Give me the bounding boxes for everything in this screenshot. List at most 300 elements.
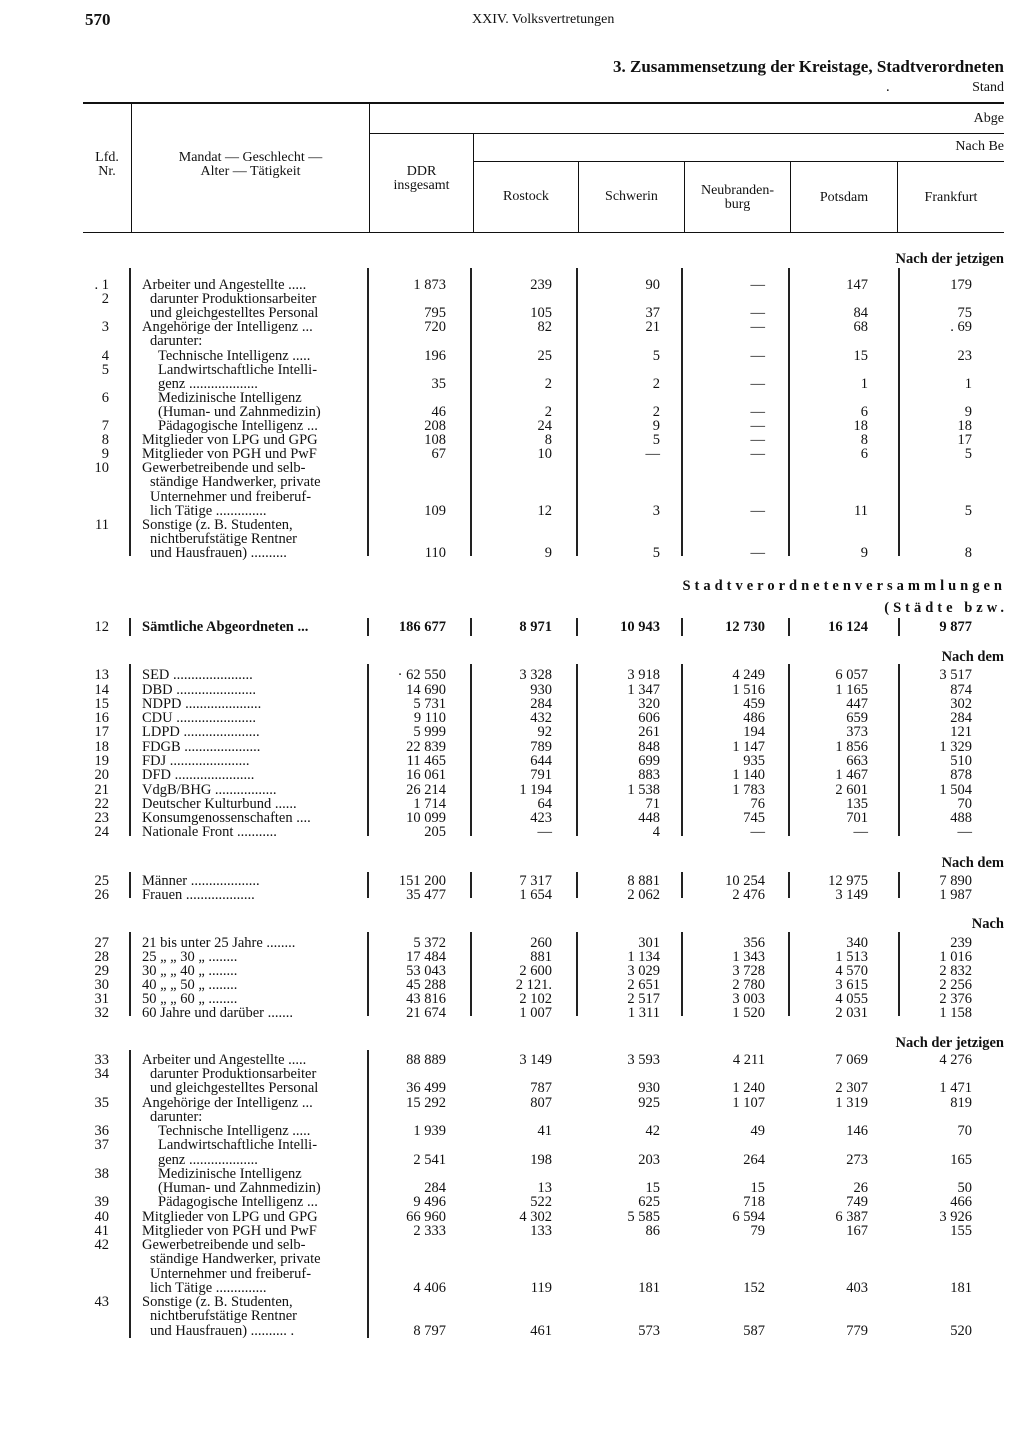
cell-bezirk-value: 6 [860, 404, 868, 420]
cell-bezirk-value: 935 [743, 753, 765, 769]
cell-bezirk-value: 1 240 [732, 1080, 765, 1096]
cell-bezirk-value: — [750, 545, 765, 561]
cell-bezirk-value: 2 476 [732, 887, 765, 903]
row-number: 37 [94, 1137, 109, 1153]
cell-bezirk-value: 16 124 [828, 619, 868, 635]
cell-bezirk-value: 340 [846, 935, 868, 951]
cell-ddr-total: 108 [424, 432, 446, 448]
cell-bezirk-value: 930 [530, 682, 552, 698]
cell-bezirk-value: 21 [645, 319, 660, 335]
cell-ddr-total: 9 110 [413, 710, 446, 726]
cell-bezirk-value: 105 [530, 305, 552, 321]
row-label: Arbeiter und Angestellte ..... [142, 1052, 307, 1068]
header-col-neubrandenburg-line2: burg [724, 197, 751, 212]
cell-bezirk-value: 70 [957, 796, 972, 812]
cell-bezirk-value: 1 194 [519, 782, 552, 798]
cell-bezirk-value: — [750, 432, 765, 448]
cell-bezirk-value: 6 387 [835, 1209, 868, 1225]
cell-ddr-total: 15 292 [406, 1095, 446, 1111]
cell-ddr-total: 66 960 [406, 1209, 446, 1225]
row-label: 40 „ „ 50 „ ........ [142, 977, 238, 993]
cell-bezirk-value: 284 [950, 710, 972, 726]
cell-bezirk-value: 23 [957, 348, 972, 364]
cell-bezirk-value: 1 134 [627, 949, 660, 965]
cell-ddr-total: 2 541 [413, 1152, 446, 1168]
cell-bezirk-value: 2 601 [835, 782, 868, 798]
row-label: Mitglieder von PGH und PwF [142, 446, 317, 462]
cell-bezirk-value: 9 [964, 404, 972, 420]
row-label: und gleichgestelltes Personal [150, 305, 319, 321]
cell-bezirk-value: 203 [638, 1152, 660, 1168]
row-number: 39 [94, 1194, 109, 1210]
cell-bezirk-value: 3 [652, 503, 660, 519]
cell-ddr-total: 10 099 [406, 810, 446, 826]
cell-bezirk-value: 273 [846, 1152, 868, 1168]
header-ddr-line2: insgesamt [393, 178, 450, 193]
cell-bezirk-value: 5 [652, 432, 660, 448]
cell-bezirk-value: 3 029 [627, 963, 660, 979]
cell-bezirk-value: 260 [530, 935, 552, 951]
cell-bezirk-value: 520 [950, 1323, 972, 1339]
cell-bezirk-value: 488 [950, 810, 972, 826]
cell-bezirk-value: 2 256 [939, 977, 972, 993]
row-label: Unternehmer und freiberuf- [150, 489, 312, 505]
cell-bezirk-value: 373 [846, 724, 868, 740]
row-label: und Hausfrauen) .......... . [150, 1323, 295, 1339]
row-label: Technische Intelligenz ..... [158, 348, 311, 364]
cell-bezirk-value: 1 504 [939, 782, 972, 798]
cell-bezirk-value: 1 513 [835, 949, 868, 965]
cell-bezirk-value: 7 890 [939, 873, 972, 889]
row-label: Landwirtschaftliche Intelli- [158, 1137, 318, 1153]
cell-bezirk-value: 1 107 [732, 1095, 765, 1111]
cell-bezirk-value: 7 069 [835, 1052, 868, 1068]
cell-bezirk-value: 1 [964, 376, 972, 392]
header-col-potsdam: Potsdam [819, 190, 869, 205]
row-label: Sonstige (z. B. Studenten, [142, 1294, 293, 1310]
row-label: (Human- und Zahnmedizin) [158, 404, 321, 420]
cell-ddr-total: 53 043 [406, 963, 446, 979]
cell-ddr-total: 16 061 [406, 767, 446, 783]
header-nr: Nr. [98, 164, 116, 179]
cell-bezirk-value: 75 [957, 305, 972, 321]
cell-bezirk-value: 878 [950, 767, 972, 783]
cell-bezirk-value: 37 [645, 305, 660, 321]
row-number: 5 [101, 362, 109, 378]
column-separator-bar [129, 1050, 131, 1338]
cell-bezirk-value: 789 [530, 739, 552, 755]
cell-ddr-total: 1 939 [413, 1123, 446, 1139]
cell-bezirk-value: 13 [537, 1180, 552, 1196]
cell-bezirk-value: 12 975 [828, 873, 868, 889]
cell-bezirk-value: 261 [638, 724, 660, 740]
row-number: 34 [94, 1066, 109, 1082]
cell-bezirk-value: 155 [950, 1223, 972, 1239]
cell-bezirk-value: 71 [645, 796, 660, 812]
cell-bezirk-value: 2 780 [732, 977, 765, 993]
cell-bezirk-value: 625 [638, 1194, 660, 1210]
row-label: SED ...................... [142, 667, 253, 683]
header-top-rule [83, 102, 1004, 104]
cell-bezirk-value: 2 062 [627, 887, 660, 903]
row-label: 25 „ „ 30 „ ........ [142, 949, 238, 965]
cell-bezirk-value: 1 654 [519, 887, 552, 903]
cell-bezirk-value: 301 [638, 935, 660, 951]
cell-bezirk-value: — [645, 446, 660, 462]
column-separator-bar [129, 872, 131, 898]
header-col-frankfurt: Frankfurt [924, 190, 978, 205]
cell-bezirk-value: 819 [950, 1095, 972, 1111]
cell-bezirk-value: 86 [645, 1223, 660, 1239]
cell-bezirk-value: — [750, 305, 765, 321]
cell-ddr-total: 4 406 [413, 1280, 446, 1296]
cell-bezirk-value: 7 317 [519, 873, 552, 889]
cell-bezirk-value: 1 516 [732, 682, 765, 698]
row-label: 21 bis unter 25 Jahre ........ [142, 935, 296, 951]
row-number: 20 [94, 767, 109, 783]
cell-bezirk-value: 181 [950, 1280, 972, 1296]
cell-bezirk-value: 2 102 [519, 991, 552, 1007]
header-col-neubrandenburg-line1: Neubranden- [700, 183, 775, 198]
header-col-rostock: Rostock [503, 189, 549, 204]
cell-ddr-total: 795 [424, 305, 446, 321]
cell-bezirk-value: 787 [530, 1080, 552, 1096]
cell-bezirk-value: 1 016 [939, 949, 972, 965]
row-label: DBD ...................... [142, 682, 256, 698]
row-number: 13 [94, 667, 109, 683]
row-number: 18 [94, 739, 109, 755]
row-number: 40 [94, 1209, 109, 1225]
row-number: 43 [94, 1294, 109, 1310]
row-label: NDPD ..................... [142, 696, 262, 712]
cell-bezirk-value: 2 376 [939, 991, 972, 1007]
header-lfd: Lfd. [95, 150, 119, 165]
row-label: Gewerbetreibende und selb- [142, 1237, 306, 1253]
cell-bezirk-value: 1 329 [939, 739, 972, 755]
cell-bezirk-value: 152 [743, 1280, 765, 1296]
header-rule-bezirke [473, 161, 1004, 162]
row-label: Medizinische Intelligenz [158, 390, 302, 406]
row-label: Konsumgenossenschaften .... [142, 810, 311, 826]
row-number: 33 [94, 1052, 109, 1068]
row-label: lich Tätige .............. [150, 1280, 267, 1296]
cell-ddr-total: 196 [424, 348, 446, 364]
cell-bezirk-value: 2 307 [835, 1080, 868, 1096]
column-separator-bar [129, 268, 131, 556]
cell-bezirk-value: 659 [846, 710, 868, 726]
cell-bezirk-value: 587 [743, 1323, 765, 1339]
cell-bezirk-value: 147 [846, 277, 868, 293]
cell-bezirk-value: 3 003 [732, 991, 765, 1007]
cell-ddr-total: 67 [431, 446, 446, 462]
cell-ddr-total: 8 797 [413, 1323, 446, 1339]
row-label: Mitglieder von PGH und PwF [142, 1223, 317, 1239]
row-label: Sämtliche Abgeordneten ... [142, 619, 309, 635]
row-label: ständige Handwerker, private [150, 474, 321, 490]
stand-dot: . [886, 79, 890, 95]
row-number: 30 [94, 977, 109, 993]
cell-bezirk-value: 76 [750, 796, 765, 812]
cell-bezirk-value: 2 121. [515, 977, 552, 993]
cell-bezirk-value: — [750, 277, 765, 293]
chapter-title: XXIV. Volksvertretungen [472, 12, 615, 27]
cell-bezirk-value: 4 570 [835, 963, 868, 979]
row-number: 23 [94, 810, 109, 826]
cell-bezirk-value: 135 [846, 796, 868, 812]
row-label: CDU ...................... [142, 710, 256, 726]
cell-bezirk-value: 5 [652, 545, 660, 561]
cell-bezirk-value: 3 149 [519, 1052, 552, 1068]
row-label: darunter Produktionsarbeiter [150, 1066, 317, 1082]
cell-bezirk-value: 663 [846, 753, 868, 769]
row-label: FDJ ...................... [142, 753, 250, 769]
row-label: lich Tätige .............. [150, 503, 267, 519]
row-number: 2 [101, 291, 109, 307]
row-label: FDGB ..................... [142, 739, 261, 755]
cell-bezirk-value: 264 [743, 1152, 765, 1168]
row-label: Landwirtschaftliche Intelli- [158, 362, 318, 378]
cell-bezirk-value: 749 [846, 1194, 868, 1210]
cell-bezirk-value: 4 302 [519, 1209, 552, 1225]
row-number: 6 [101, 390, 109, 406]
cell-ddr-total: 5 731 [413, 696, 446, 712]
header-bottom-rule [83, 232, 1004, 233]
cell-bezirk-value: 3 517 [939, 667, 972, 683]
cell-bezirk-value: 10 [537, 446, 552, 462]
cell-bezirk-value: 15 [750, 1180, 765, 1196]
row-number: . 1 [94, 277, 109, 293]
section-heading-5: Nach [971, 916, 1004, 932]
cell-bezirk-value: 119 [530, 1280, 552, 1296]
cell-bezirk-value: 1 783 [732, 782, 765, 798]
cell-ddr-total: 9 496 [413, 1194, 446, 1210]
cell-bezirk-value: 881 [530, 949, 552, 965]
cell-bezirk-value: 10 254 [725, 873, 765, 889]
cell-bezirk-value: 486 [743, 710, 765, 726]
cell-bezirk-value: 1 140 [732, 767, 765, 783]
cell-bezirk-value: — [750, 418, 765, 434]
cell-bezirk-value: 1 007 [519, 1005, 552, 1021]
row-label: Mitglieder von LPG und GPG [142, 432, 318, 448]
cell-bezirk-value: 320 [638, 696, 660, 712]
cell-bezirk-value: 2 [544, 376, 552, 392]
row-number: 41 [94, 1223, 109, 1239]
row-label: Männer ................... [142, 873, 260, 889]
row-label: darunter: [150, 1109, 203, 1125]
row-label: Arbeiter und Angestellte ..... [142, 277, 307, 293]
cell-bezirk-value: — [537, 824, 552, 840]
cell-ddr-total: 205 [424, 824, 446, 840]
row-number: 16 [94, 710, 109, 726]
row-label: genz ................... [158, 376, 258, 392]
page-number: 570 [85, 10, 111, 29]
cell-ddr-total: 110 [424, 545, 446, 561]
cell-bezirk-value: 3 926 [939, 1209, 972, 1225]
cell-bezirk-value: 466 [950, 1194, 972, 1210]
cell-bezirk-value: — [750, 404, 765, 420]
cell-bezirk-value: 1 856 [835, 739, 868, 755]
cell-bezirk-value: 874 [950, 682, 972, 698]
row-label: Pädagogische Intelligenz ... [158, 418, 318, 434]
section-heading-6: Nach der jetzigen [895, 1035, 1004, 1051]
column-separator-bar [129, 618, 131, 636]
cell-bezirk-value: 194 [743, 724, 765, 740]
cell-bezirk-value: — [750, 824, 765, 840]
section-heading-2b: (Städte bzw. [884, 600, 1008, 616]
cell-bezirk-value: 745 [743, 810, 765, 826]
cell-bezirk-value: 12 [537, 503, 552, 519]
cell-bezirk-value: 84 [853, 305, 868, 321]
row-label: und gleichgestelltes Personal [150, 1080, 319, 1096]
row-number: 8 [101, 432, 109, 448]
header-divider-3 [473, 133, 474, 232]
row-number: 27 [94, 935, 109, 951]
cell-ddr-total: 45 288 [406, 977, 446, 993]
row-label: 50 „ „ 60 „ ........ [142, 991, 238, 1007]
row-label: und Hausfrauen) .......... [150, 545, 287, 561]
row-number: 3 [101, 319, 109, 335]
cell-bezirk-value: 4 249 [732, 667, 765, 683]
cell-bezirk-value: 925 [638, 1095, 660, 1111]
row-number: 35 [94, 1095, 109, 1111]
row-number: 14 [94, 682, 109, 698]
cell-bezirk-value: 930 [638, 1080, 660, 1096]
cell-bezirk-value: 70 [957, 1123, 972, 1139]
row-label: Technische Intelligenz ..... [158, 1123, 311, 1139]
cell-bezirk-value: 92 [537, 724, 552, 740]
row-number: 32 [94, 1005, 109, 1021]
cell-bezirk-value: 5 585 [627, 1209, 660, 1225]
cell-bezirk-value: 302 [950, 696, 972, 712]
row-number: 9 [101, 446, 109, 462]
cell-bezirk-value: 18 [853, 418, 868, 434]
cell-bezirk-value: 3 728 [732, 963, 765, 979]
cell-bezirk-value: 1 343 [732, 949, 765, 965]
row-number: 17 [94, 724, 109, 740]
cell-bezirk-value: 1 [860, 376, 868, 392]
cell-bezirk-value: 3 328 [519, 667, 552, 683]
row-label: Frauen ................... [142, 887, 255, 903]
cell-bezirk-value: 8 881 [627, 873, 660, 889]
table-title: 3. Zusammensetzung der Kreistage, Stadtverordneten [613, 57, 1004, 76]
row-number: 31 [94, 991, 109, 1007]
row-label: 60 Jahre und darüber ....... [142, 1005, 293, 1021]
cell-bezirk-value: 699 [638, 753, 660, 769]
cell-bezirk-value: 423 [530, 810, 552, 826]
header-mandat-line1: Mandat — Geschlecht — [178, 150, 323, 165]
cell-bezirk-value: 432 [530, 710, 552, 726]
cell-ddr-total: 186 677 [398, 619, 446, 635]
cell-ddr-total: 208 [424, 418, 446, 434]
cell-bezirk-value: 459 [743, 696, 765, 712]
row-number: 15 [94, 696, 109, 712]
row-label: Gewerbetreibende und selb- [142, 460, 306, 476]
row-label: Angehörige der Intelligenz ... [142, 1095, 313, 1111]
cell-bezirk-value: 9 [544, 545, 552, 561]
cell-bezirk-value: 1 311 [627, 1005, 660, 1021]
cell-bezirk-value: 146 [846, 1123, 868, 1139]
cell-bezirk-value: 5 [964, 503, 972, 519]
cell-bezirk-value: 3 615 [835, 977, 868, 993]
cell-bezirk-value: 8 [544, 432, 552, 448]
cell-bezirk-value: — [750, 446, 765, 462]
section-heading-4: Nach dem [941, 855, 1004, 871]
cell-ddr-total: · 62 550 [397, 667, 446, 683]
cell-bezirk-value: — [957, 824, 972, 840]
cell-bezirk-value: 9 [652, 418, 660, 434]
cell-ddr-total: 2 333 [413, 1223, 446, 1239]
cell-bezirk-value: 2 [544, 404, 552, 420]
cell-bezirk-value: 779 [846, 1323, 868, 1339]
cell-bezirk-value: 1 347 [627, 682, 660, 698]
header-nach-be: Nach Be [955, 139, 1004, 154]
cell-bezirk-value: 1 471 [939, 1080, 972, 1096]
row-number: 28 [94, 949, 109, 965]
cell-ddr-total: 284 [424, 1180, 446, 1196]
cell-bezirk-value: 8 [860, 432, 868, 448]
row-label: DFD ...................... [142, 767, 255, 783]
cell-bezirk-value: 2 832 [939, 963, 972, 979]
cell-ddr-total: 5 372 [413, 935, 446, 951]
row-label: genz ................... [158, 1152, 258, 1168]
cell-bezirk-value: 2 [652, 376, 660, 392]
cell-ddr-total: 5 999 [413, 724, 446, 740]
row-label: ständige Handwerker, private [150, 1251, 321, 1267]
row-number: 22 [94, 796, 109, 812]
row-label: Mitglieder von LPG und GPG [142, 1209, 318, 1225]
cell-bezirk-value: 807 [530, 1095, 552, 1111]
cell-ddr-total: 14 690 [406, 682, 446, 698]
cell-bezirk-value: 41 [537, 1123, 552, 1139]
cell-bezirk-value: 4 055 [835, 991, 868, 1007]
cell-bezirk-value: 4 211 [732, 1052, 765, 1068]
cell-bezirk-value: 461 [530, 1323, 552, 1339]
cell-bezirk-value: 356 [743, 935, 765, 951]
row-number: 10 [94, 460, 109, 476]
cell-bezirk-value: 17 [957, 432, 972, 448]
cell-bezirk-value: 606 [638, 710, 660, 726]
cell-bezirk-value: 179 [950, 277, 972, 293]
cell-bezirk-value: 4 [652, 824, 660, 840]
cell-bezirk-value: 3 593 [627, 1052, 660, 1068]
cell-bezirk-value: — [853, 824, 868, 840]
header-mandat-line2: Alter — Tätigkeit [200, 164, 301, 179]
cell-bezirk-value: 133 [530, 1223, 552, 1239]
cell-bezirk-value: 79 [750, 1223, 765, 1239]
row-label: Pädagogische Intelligenz ... [158, 1194, 318, 1210]
cell-bezirk-value: 510 [950, 753, 972, 769]
cell-bezirk-value: 12 730 [725, 619, 765, 635]
cell-bezirk-value: 1 520 [732, 1005, 765, 1021]
cell-bezirk-value: 644 [530, 753, 552, 769]
cell-ddr-total: 151 200 [398, 873, 446, 889]
stand-label: Stand [972, 80, 1004, 95]
row-number: 12 [94, 619, 109, 635]
row-label: Angehörige der Intelligenz ... [142, 319, 313, 335]
cell-bezirk-value: 1 165 [835, 682, 868, 698]
cell-bezirk-value: 64 [537, 796, 552, 812]
cell-bezirk-value: 10 943 [620, 619, 660, 635]
section-heading-2: Stadtverordnetenversammlungen [682, 578, 1006, 594]
cell-bezirk-value: 8 971 [519, 619, 552, 635]
row-label: 30 „ „ 40 „ ........ [142, 963, 238, 979]
cell-bezirk-value: 1 467 [835, 767, 868, 783]
cell-bezirk-value: 284 [530, 696, 552, 712]
cell-bezirk-value: 701 [846, 810, 868, 826]
header-ddr-line1: DDR [406, 164, 437, 179]
cell-bezirk-value: 718 [743, 1194, 765, 1210]
cell-bezirk-value: 15 [645, 1180, 660, 1196]
